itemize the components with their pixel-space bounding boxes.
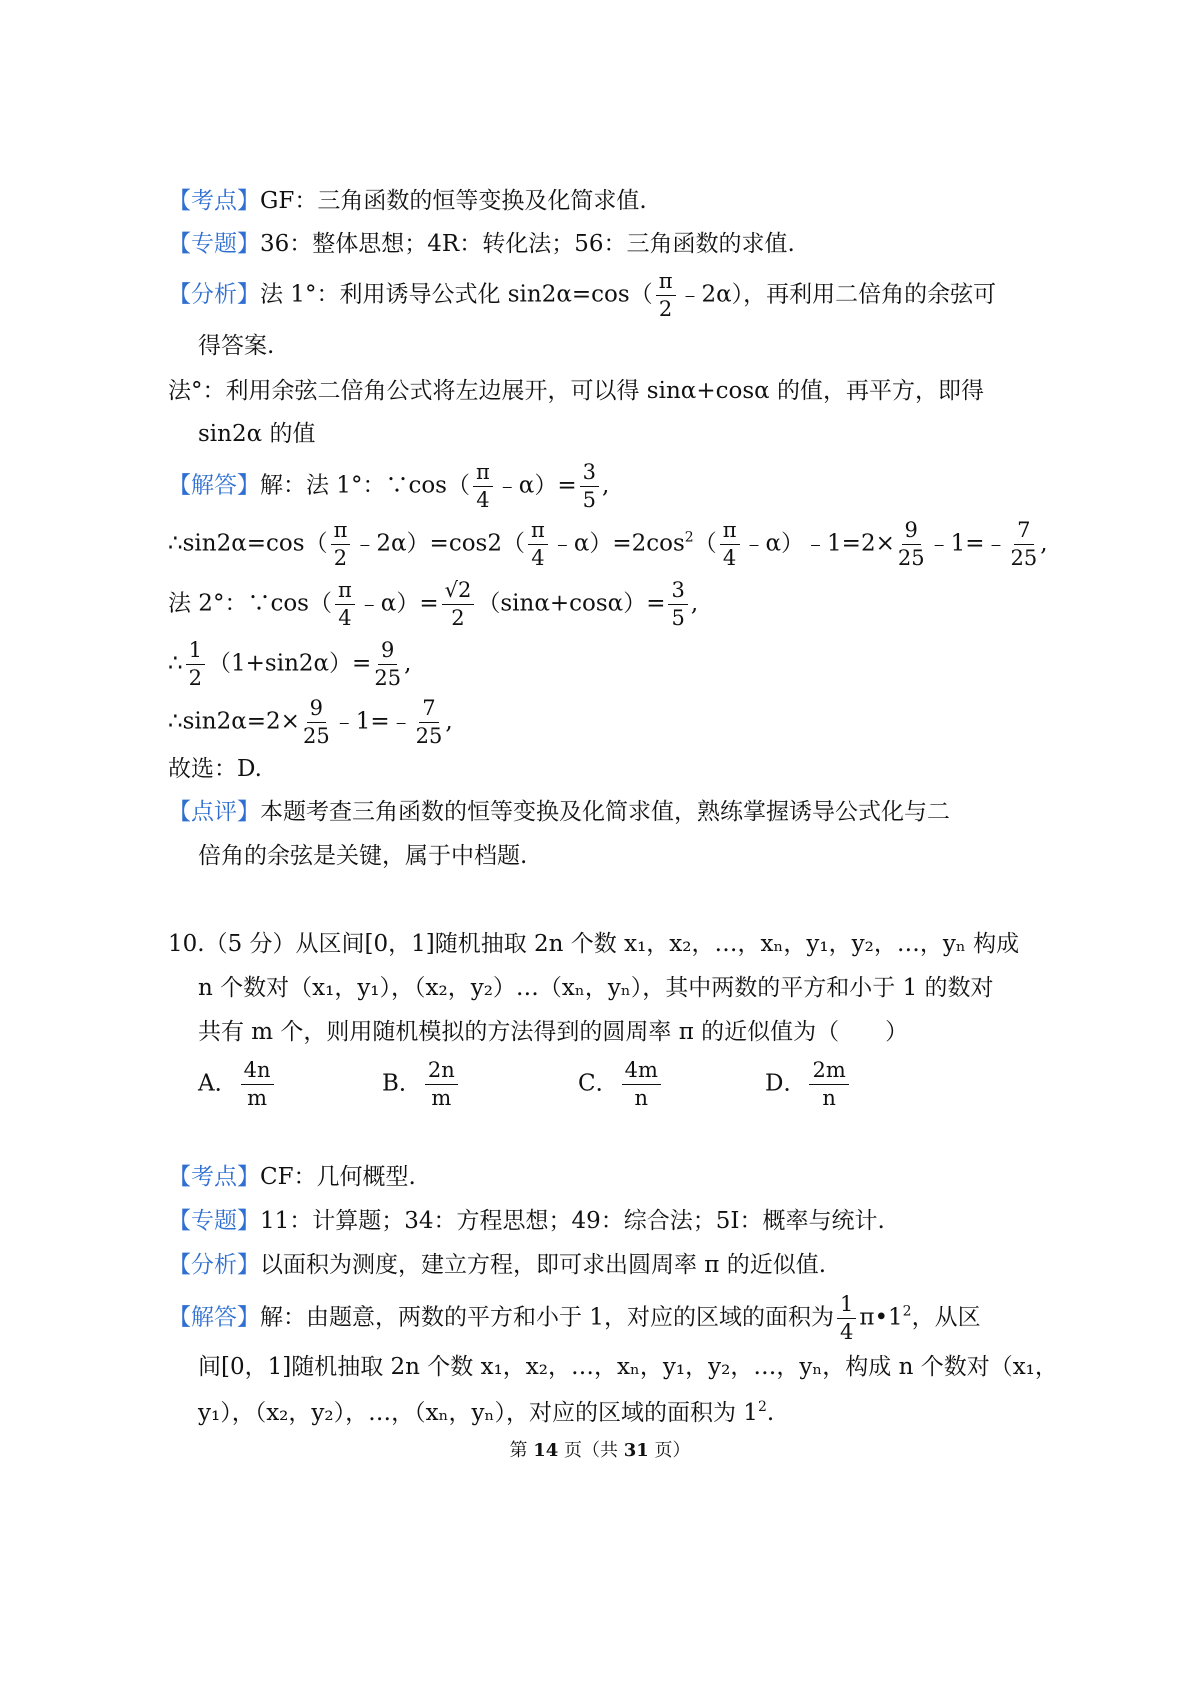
frac-num: 9 bbox=[378, 640, 397, 665]
kaodian-text: CF：几何概型. bbox=[260, 1164, 416, 1190]
q10-line-3: 共有 m 个，则用随机模拟的方法得到的圆周率 π 的近似值为（ ） bbox=[198, 1019, 909, 1045]
page-number: 14 bbox=[533, 1440, 559, 1461]
dianping-tag: 【点评】 bbox=[168, 799, 260, 825]
fraction-pi-over-2 bbox=[656, 271, 676, 320]
frac-num: 9 bbox=[902, 520, 921, 545]
frac-num: 7 bbox=[419, 698, 438, 723]
frac-den: 2 bbox=[188, 666, 203, 690]
kaodian-line-1 bbox=[168, 190, 647, 213]
fenxi-line-4: sin2α 的值 bbox=[198, 421, 316, 447]
kaodian-line-2 bbox=[168, 1166, 416, 1189]
jieda-line-5 bbox=[168, 698, 453, 747]
frac-den: 4 bbox=[338, 606, 352, 630]
footer-text: 第 bbox=[509, 1440, 534, 1461]
kaodian-tag: 【考点】 bbox=[168, 1164, 260, 1190]
jieda-line-1 bbox=[168, 462, 609, 511]
fraction-pi-over-2 bbox=[331, 520, 351, 569]
frac-den: 2 bbox=[451, 606, 465, 630]
jieda2-line-3 bbox=[198, 1400, 774, 1425]
option-fraction bbox=[425, 1060, 458, 1109]
frac-den: n bbox=[634, 1086, 649, 1110]
kaodian-text: GF：三角函数的恒等变换及化简求值. bbox=[260, 188, 647, 214]
comma: , bbox=[1040, 530, 1048, 557]
zhuanti-tag: 【专题】 bbox=[168, 231, 260, 257]
frac-num: 2m bbox=[809, 1060, 848, 1085]
frac-num: π bbox=[720, 520, 740, 545]
footer-text: 页） bbox=[648, 1440, 691, 1461]
jieda-text: 解：由题意，两数的平方和小于 1，对应的区域的面积为 bbox=[260, 1304, 834, 1331]
jieda-text: ﹣2α）=cos2（ bbox=[353, 530, 525, 557]
fenxi-text: 以面积为测度，建立方程，即可求出圆周率 π 的近似值. bbox=[260, 1252, 827, 1278]
frac-den: n bbox=[822, 1086, 836, 1110]
fraction-1-over-4 bbox=[837, 1294, 856, 1343]
jieda-text: 法 2°：∵cos（ bbox=[168, 590, 332, 617]
jieda-text: ﹣1=﹣ bbox=[332, 708, 413, 735]
jieda-text: 解：法 1°：∵cos（ bbox=[260, 472, 470, 499]
superscript: 2 bbox=[684, 529, 694, 546]
dianping-line-2: 倍角的余弦是关键，属于中档题. bbox=[198, 843, 528, 869]
frac-den: m bbox=[431, 1086, 452, 1110]
jieda-text: （1+sin2α）= bbox=[208, 650, 372, 677]
dianping-line-1 bbox=[168, 801, 950, 824]
frac-num: √2 bbox=[442, 580, 475, 605]
fraction-3-over-5 bbox=[580, 462, 599, 511]
jieda-tag: 【解答】 bbox=[168, 1304, 260, 1331]
frac-den: 25 bbox=[1010, 546, 1038, 570]
option-label: B． bbox=[382, 1070, 422, 1097]
fraction-sqrt2-over-2 bbox=[442, 580, 475, 629]
zhuanti-line-1 bbox=[168, 233, 795, 256]
frac-den: 25 bbox=[302, 724, 330, 748]
jieda-text: . bbox=[766, 1400, 775, 1426]
option-a[interactable] bbox=[198, 1060, 277, 1109]
jieda-text: y₁），（x₂，y₂），…，（xₙ，yₙ），对应的区域的面积为 1 bbox=[198, 1400, 758, 1426]
fraction-pi-over-4 bbox=[528, 520, 548, 569]
frac-num: π bbox=[656, 271, 676, 296]
frac-den: 25 bbox=[374, 666, 402, 690]
frac-num: π bbox=[528, 520, 548, 545]
frac-num: 9 bbox=[307, 698, 326, 723]
frac-num: π bbox=[335, 580, 355, 605]
q10-line-1: 10.（5 分）从区间[0，1]随机抽取 2n 个数 x₁，x₂，…，xₙ，y₁，y₂，…，yₙ 构成 bbox=[168, 931, 1020, 957]
fenxi-text-a: 法 1°：利用诱导公式化 sin2α=cos（ bbox=[260, 281, 653, 308]
frac-den: 4 bbox=[476, 488, 490, 512]
superscript: 2 bbox=[757, 1399, 767, 1415]
option-label: A． bbox=[198, 1070, 238, 1097]
frac-num: 1 bbox=[186, 640, 205, 665]
fraction-pi-over-4 bbox=[720, 520, 740, 569]
superscript: 2 bbox=[902, 1303, 912, 1320]
frac-num: 3 bbox=[668, 580, 687, 605]
fraction-1-over-2 bbox=[186, 640, 205, 689]
fenxi-line-3: 法°：利用余弦二倍角公式将左边展开，可以得 sinα+cosα 的值，再平方，即得 bbox=[168, 378, 984, 404]
jieda2-line-1 bbox=[168, 1294, 981, 1343]
frac-den: 25 bbox=[897, 546, 925, 570]
fenxi-text-b: ﹣2α），再利用二倍角的余弦可 bbox=[678, 281, 997, 308]
footer-text: 页（共 bbox=[558, 1440, 624, 1461]
total-pages: 31 bbox=[623, 1440, 649, 1461]
option-label: C． bbox=[578, 1070, 619, 1097]
zhuanti-line-2 bbox=[168, 1210, 885, 1233]
frac-den: 4 bbox=[722, 546, 737, 570]
dianping-text: 本题考查三角函数的恒等变换及化简求值，熟练掌握诱导公式化与二 bbox=[260, 799, 950, 825]
frac-num: 2n bbox=[425, 1060, 458, 1085]
frac-num: 3 bbox=[580, 462, 599, 487]
frac-den: 25 bbox=[415, 724, 443, 748]
q10-line-2: n 个数对（x₁，y₁），（x₂，y₂）…（xₙ，yₙ），其中两数的平方和小于 1 的数对 bbox=[198, 975, 994, 1001]
fraction-pi-over-4 bbox=[473, 462, 493, 511]
frac-den: 4 bbox=[839, 1320, 854, 1344]
jieda-text: ﹣α）﹣1=2× bbox=[742, 530, 895, 557]
fraction-9-over-25 bbox=[898, 520, 925, 569]
fraction-9-over-25 bbox=[374, 640, 401, 689]
page-footer bbox=[0, 1436, 1200, 1462]
fraction-pi-over-4 bbox=[335, 580, 355, 629]
fenxi-line-5 bbox=[168, 1254, 826, 1277]
frac-den: 5 bbox=[582, 488, 596, 512]
frac-den: 5 bbox=[671, 606, 685, 630]
frac-num: π bbox=[473, 462, 493, 487]
fenxi-tag: 【分析】 bbox=[168, 1252, 260, 1278]
option-fraction bbox=[241, 1060, 274, 1109]
option-label: D． bbox=[765, 1070, 807, 1097]
jieda-text: ﹣α）=2cos bbox=[550, 530, 685, 557]
option-c[interactable] bbox=[578, 1060, 664, 1109]
frac-num: π bbox=[331, 520, 351, 545]
fraction-7-over-25 bbox=[416, 698, 443, 747]
jieda-line-4 bbox=[168, 640, 411, 689]
frac-num: 4n bbox=[241, 1060, 274, 1085]
fraction-9-over-25 bbox=[303, 698, 330, 747]
jieda-text: ，从区 bbox=[911, 1304, 981, 1331]
jieda-text: ﹣1=﹣ bbox=[927, 530, 1008, 557]
frac-den: 2 bbox=[658, 297, 673, 321]
fenxi-tag: 【分析】 bbox=[168, 281, 260, 308]
frac-num: 7 bbox=[1014, 520, 1033, 545]
jieda-text: π•1 bbox=[859, 1304, 903, 1331]
frac-num: 4m bbox=[622, 1060, 661, 1085]
comma: , bbox=[404, 650, 412, 677]
zhuanti-text: 36：整体思想；4R：转化法；56：三角函数的求值. bbox=[260, 231, 795, 257]
frac-den: m bbox=[247, 1086, 268, 1110]
comma: , bbox=[690, 590, 699, 617]
zhuanti-tag: 【专题】 bbox=[168, 1208, 260, 1234]
comma: , bbox=[445, 708, 453, 735]
frac-den: 4 bbox=[531, 546, 545, 570]
jieda-tag: 【解答】 bbox=[168, 472, 260, 499]
fraction-3-over-5 bbox=[668, 580, 687, 629]
jieda-line-6: 故选：D. bbox=[168, 756, 262, 782]
jieda-line-2 bbox=[168, 520, 1048, 569]
fenxi-line-2: 得答案. bbox=[198, 333, 275, 359]
jieda-line-3 bbox=[168, 580, 698, 629]
jieda-text: ﹣α）= bbox=[357, 590, 439, 617]
option-b[interactable] bbox=[382, 1060, 461, 1109]
option-d[interactable] bbox=[765, 1060, 852, 1109]
jieda-text: ∴sin2α=cos（ bbox=[168, 530, 328, 557]
fraction-7-over-25 bbox=[1011, 520, 1038, 569]
kaodian-tag: 【考点】 bbox=[168, 188, 260, 214]
jieda-text: （sinα+cosα）= bbox=[477, 590, 666, 617]
frac-den: 2 bbox=[333, 546, 348, 570]
option-fraction bbox=[622, 1060, 661, 1109]
jieda-text: ﹣α）= bbox=[495, 472, 577, 499]
jieda2-line-2: 间[0，1]随机抽取 2n 个数 x₁，x₂，…，xₙ，y₁，y₂，…，yₙ，构成 n 个数对（x₁， bbox=[198, 1354, 1058, 1380]
fenxi-line-1 bbox=[168, 271, 996, 320]
zhuanti-text: 11：计算题；34：方程思想；49：综合法；5I：概率与统计. bbox=[260, 1208, 885, 1234]
option-fraction bbox=[809, 1060, 848, 1109]
jieda-text: （ bbox=[693, 530, 717, 557]
frac-num: 1 bbox=[837, 1294, 856, 1319]
comma: , bbox=[601, 472, 610, 499]
jieda-text: ∴ bbox=[168, 650, 183, 677]
jieda-text: ∴sin2α=2× bbox=[168, 708, 300, 735]
